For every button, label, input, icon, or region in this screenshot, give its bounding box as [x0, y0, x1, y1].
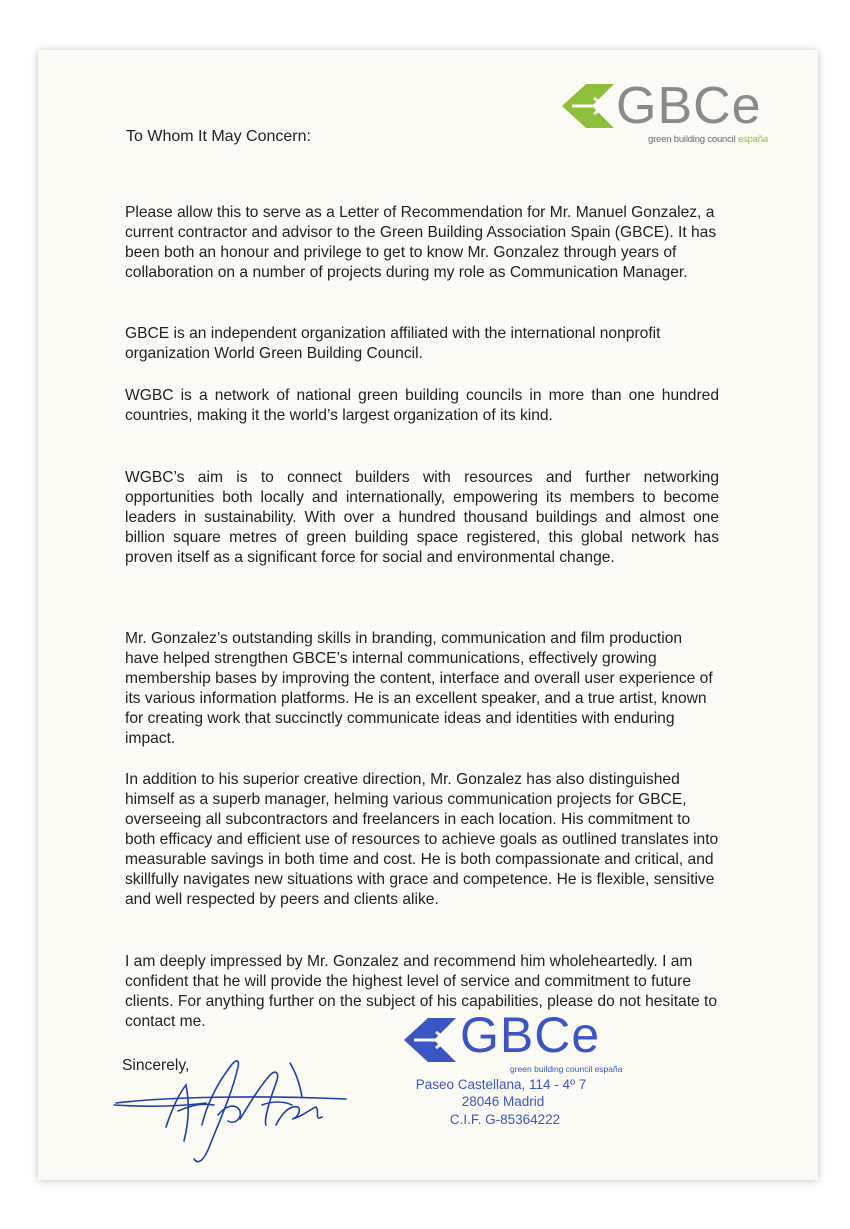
closing: Sincerely,: [122, 1057, 190, 1074]
paragraph-text: GBCE is an independent organization affiliated with the international nonprofit organization World Green Building Council.: [125, 325, 661, 362]
paragraph-text: Please allow this to serve as a Letter of Recommendation for Mr. Manuel Gonzalez, a current contractor and advisor to the Green Building Association Spain (GBCE). It has been both an honour and privilege to get to know Mr. Gonzalez through years of collaboration on a number of projects during my role as Communication Manager.: [125, 204, 717, 281]
logo-tagline: [648, 134, 768, 145]
gbce-logo: [558, 76, 788, 148]
stamp-tax-id: C.I.F. G-85364222: [449, 1112, 561, 1127]
paragraph-1: [125, 203, 719, 283]
logo-wordmark: GBCe: [616, 77, 762, 135]
paragraph-4: [125, 468, 719, 568]
paragraph-text: In addition to his superior creative direction, Mr. Gonzalez has also distinguished himself as a superb manager, helming various communication projects for GBCE, overseeing all subcontractors and freelancers in each location. His commitment to both efficacy and efficient use of resources to achieve goals as outlined translates into measurable savings in both time and cost. He is both compassionate and critical, and skillfully navigates new situations with grace and competence. He is flexible, sensitive and well respected by peers and clients alike.: [125, 771, 719, 908]
paragraph-6: [125, 770, 719, 910]
paragraph-text: I am deeply impressed by Mr. Gonzalez and recommend him wholeheartedly. I am confident that he will provide the highest level of service and commitment to future clients. For anything further on the subject of his capabilities, please do not hesitate to contact me.: [125, 953, 718, 1030]
paragraph-5: [125, 629, 719, 749]
stamp-address-city: 28046 Madrid: [461, 1094, 545, 1109]
stamp-wordmark: GBCe: [460, 1007, 601, 1063]
leaf-arrow-icon: [558, 76, 618, 132]
paragraph-text: WGBC’s aim is to connect builders with resources and further networking opportunities both locally and internationally, empowering its members to become leaders in sustainability. With over a hundred thousand buildings and almost one billion square metres of green building space registered, this global network has proven itself as a significant force for social and environmental change.: [125, 469, 719, 566]
company-stamp: [398, 1008, 628, 1138]
paragraph-3: [125, 386, 719, 426]
paragraph-text: Mr. Gonzalez’s outstanding skills in branding, communication and film production have helped strengthen GBCE’s internal communications, effectively growing membership bases by improving the content, interface and overall user experience of its various information platforms. He is an excellent speaker, and a true artist, known for creating work that succinctly communicate ideas and identities with enduring impact.: [125, 630, 713, 747]
letter-page: [38, 50, 818, 1180]
stamp-address-street: Paseo Castellana, 114 - 4º 7: [415, 1077, 587, 1092]
paragraph-2: [125, 324, 719, 364]
handwritten-signature: [106, 1045, 356, 1165]
stamp-leaf-icon: [402, 1012, 462, 1064]
paragraph-text: WGBC is a network of national green building councils in more than one hundred countries, making it the world’s largest organization of its kind.: [125, 387, 719, 424]
logo-tagline-text: green building council: [648, 134, 736, 145]
logo-tagline-country: españa: [737, 134, 768, 145]
stamp-tagline: green building council españa: [510, 1064, 623, 1074]
salutation: To Whom It May Concern:: [126, 128, 311, 145]
